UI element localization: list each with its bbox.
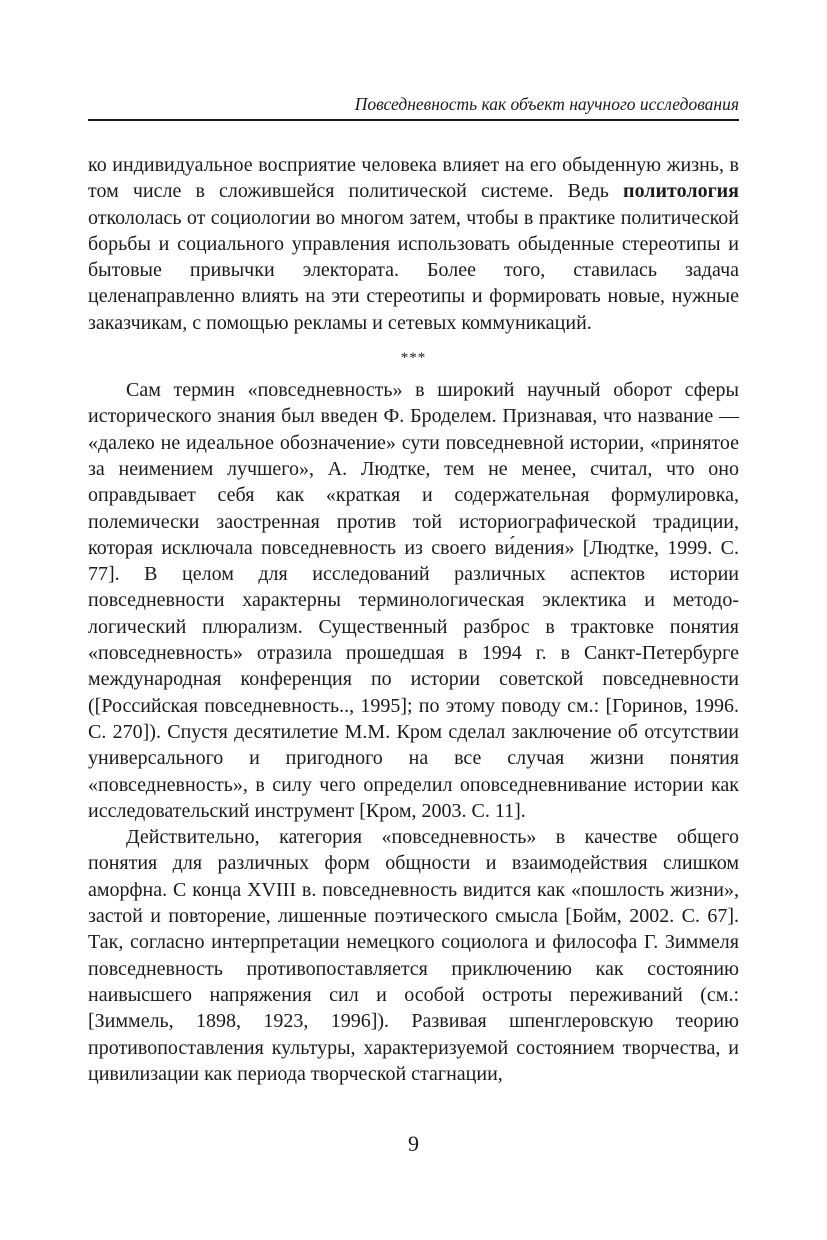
running-title: Повседневность как объект научного исследования [354, 94, 739, 114]
body-text [88, 152, 739, 1087]
paragraph-1-text-a: ко индивидуальное восприятие человека влияет на его обыденную жизнь, в том числе в сложившейся политической системе. Ведь [88, 154, 739, 203]
section-separator: *** [400, 350, 427, 367]
page-number: 9 [408, 1131, 419, 1156]
running-header [88, 92, 739, 121]
paragraph-3: Действительно, категория «повседневность» в качестве общего понятия для различных форм общности и взаимодействия слишком аморфна. С конца XVIII в. повседневность видится как «пошлость жизни», застой и повторение, лишенные поэтического смысла [Бойм, 2002. С. 67]. Так, согласно интерпретации немецкого социолога и философа Г. Зиммеля повседневность противопоставляется приключению как состоянию наивысшего напряжения сил и особой остроты переживаний (см.: [Зиммель, 1898, 1923, 1996]). Развивая шпенглеровскую теорию противопоставления культуры, характеризуемой состоянием творчества, и цивилизации как периода творческой стагнации, [88, 826, 739, 1085]
paragraph-1-bold-term: политология [623, 180, 739, 203]
paragraph-2: Сам термин «повседневность» в широкий научный оборот сферы исторического знания был введен Ф. Броделем. Признавая, что название — «далеко не идеальное обозначение» сути повседневной истории, «принятое за неимением лучшего», А. Людтке, тем не менее, считал, что оно оправдывает себя как «краткая и содержательная формулировка, полемически заостренная против той историографической традиции, которая исключала повседневность из своего ви́дения» [Людтке, 1999. С. 77]. В целом для исследований различных аспектов истории повседневности характерны терминологическая эклектика и методологический плюрализм. Существенный разброс в трактовке понятия «повседневность» отразила прошедшая в 1994 г. в Санкт-Петербурге международная конференция по истории советской повседневности ([Российская повседневность.., 1995]; по этому поводу см.: [Горинов, 1996. С. 270]). Спустя десятилетие М.М. Кром сделал заключение об отсутствии универсального и пригодного на все случая жизни понятия «повседневность», в силу чего определил оповседневнивание истории как исследовательский инструмент [Кром, 2003. С. 11]. [88, 379, 739, 822]
paragraph-1 [88, 152, 739, 336]
paragraph-1-text-b: откололась от социологии во многом затем, чтобы в практике политической борьбы и социального управления использовать обыденные стереотипы и бытовые привычки электората. Более того, ставилась задача целенаправленно влиять на эти стереотипы и формировать новые, нужные заказчикам, с помощью рекламы и сетевых коммуникаций. [88, 206, 739, 334]
